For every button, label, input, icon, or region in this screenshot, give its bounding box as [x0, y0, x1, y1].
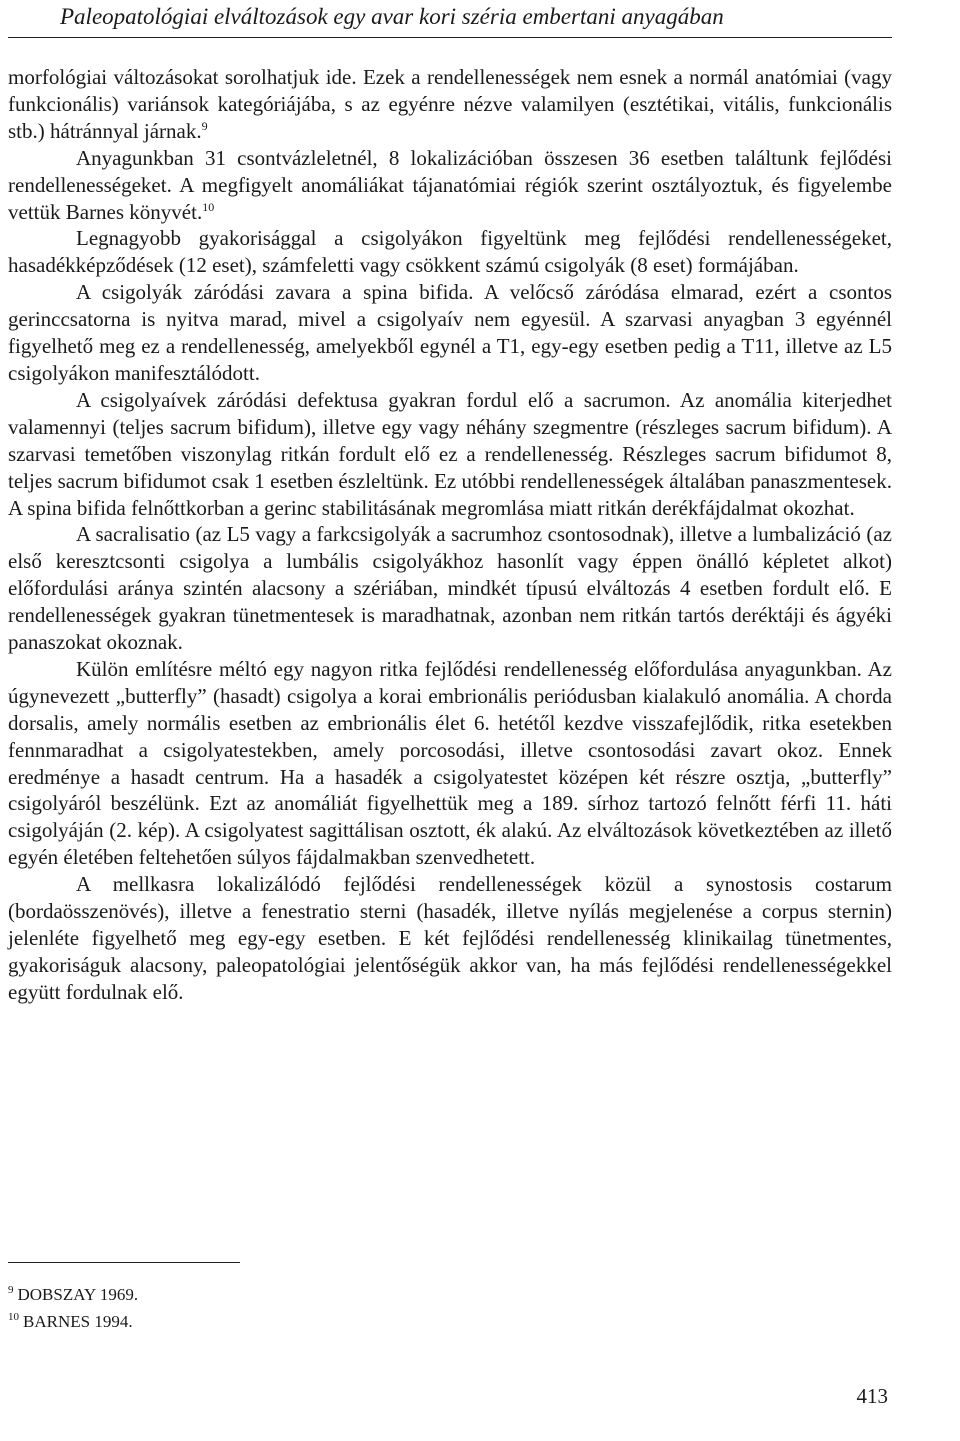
footnote-text: DOBSZAY 1969.: [17, 1285, 139, 1304]
paragraph: [8, 387, 892, 522]
paragraph-text: A csigolyaívek záródási defektusa gyakran fordul elő a sacrumon. Az anomália kiterjedhet valamennyi (teljes sacrum bifidum), illetve egy vagy néhány szegmentre (részleges sacrum bifidum). A szarvasi temetőben viszonylag ritkán fordult elő ez a rendellenesség. Részleges sacrum bifidumot 8, teljes sacrum bifidumot csak 1 esetben észleltünk. Ez utóbbi rendellenességek általában panaszmentesek. A spina bifida felnőttkorban a gerinc stabilitásának megromlása miatt ritkán derékfájdalmat okozhat.: [8, 387, 892, 520]
footnote-separator: [8, 1262, 240, 1263]
header-rule: [8, 37, 892, 38]
paragraph: [8, 64, 892, 145]
footnote-text: BARNES 1994.: [23, 1312, 133, 1331]
footnote-9: [8, 1281, 608, 1308]
footnote-reference: 9: [201, 118, 208, 133]
paragraph-text: A sacralisatio (az L5 vagy a farkcsigolyák a sacrumhoz csontosodnak), illetve a lumbalizáció (az első keresztcsonti csigolya a lumbális csigolyákhoz hasonlít vagy éppen önálló képletet alkot) előfordulási aránya szintén alacsony a szériában, mindkét típusú elváltozás 4 esetben fordult elő. E rendellenességek gyakran tünetmentesek is maradhatnak, azonban nem ritkán tartós deréktáji és ágyéki panaszokat okoznak.: [8, 522, 892, 655]
paragraph-text: A mellkasra lokalizálódó fejlődési rendellenességek közül a synostosis costarum (bordaösszenövés), illetve a fenestratio sterni (hasadék, illetve nyílás megjelenése a corpus sternin) jelenléte figyelhető meg egy-egy esetben. E két fejlődési rendellenesség klinikailag tünetmentes, gyakoriságuk alacsony, paleopatológiai jelentőségük akkor van, ha más fejlődési rendellenességekkel együtt fordulnak elő.: [8, 872, 892, 1004]
footnote-10: [8, 1308, 608, 1335]
paragraph: [8, 279, 892, 387]
paragraph-text: A csigolyák záródási zavara a spina bifida. A velőcső záródása elmarad, ezért a csontos gerinccsatorna is nyitva marad, mivel a csigolyaív nem egyesül. A szarvasi anyagban 3 egyénnél figyelhető meg ez a rendellenesség, amelyekből egynél a T1, egy-egy esetben pedig a T11, illetve az L5 csigolyákon manifesztálódott.: [8, 280, 892, 385]
footnote-reference: 10: [202, 199, 215, 214]
footnote-marker: 9: [8, 1284, 14, 1296]
paragraph-text: Legnagyobb gyakorisággal a csigolyákon figyeltünk meg fejlődési rendellenességeket, hasadékképződések (12 eset), számfeletti vagy csökkent számú csigolyák (8 eset) formájában.: [8, 226, 892, 278]
paragraph: [8, 871, 892, 1006]
running-head: Paleopatológiai elváltozások egy avar kori széria embertani anyagában: [60, 4, 724, 29]
paragraph: [8, 656, 892, 871]
paragraph: [8, 521, 892, 656]
paragraph-text: Anyagunkban 31 csontvázleletnél, 8 lokalizációban összesen 36 esetben találtunk fejlődési rendellenességeket. A megfigyelt anomáliákat tájanatómiai régiók szerint osztályoztuk, és figyelembe vettük Barnes könyvét.: [8, 145, 892, 224]
page-number: 413: [856, 1384, 888, 1408]
paragraph: [8, 225, 892, 279]
paragraph: [8, 145, 892, 226]
footnotes: [8, 1281, 608, 1335]
footnote-marker: 10: [8, 1311, 19, 1323]
paragraph-text: morfológiai változásokat sorolhatjuk ide. Ezek a rendellenességek nem esnek a normál anatómiai (vagy funkcionális) variánsok kategóriájába, s az egyénre nézve valamilyen (esztétikai, vitális, funkcionális stb.) hátránnyal járnak.: [8, 65, 892, 143]
body-text: [8, 64, 892, 1006]
paragraph-text: Külön említésre méltó egy nagyon ritka fejlődési rendellenesség előfordulása anyagunkban. Az úgynevezett „butterfly” (hasadt) csigolya a korai embrionális periódusban kialakuló anomália. A chorda dorsalis, amely normális esetben az embrionális élet 6. hetétől kezdve visszafejlődik, ritka esetekben fennmaradhat a csigolyatestekben, amely porcosodási, illetve csontosodási zavart okoz. Ennek eredménye a hasadt centrum. Ha a hasadék a csigolyatestet középen két részre osztja, „butterfly” csigolyáról beszélünk. Ezt az anomáliát figyelhettük meg a 189. sírhoz tartozó felnőtt férfi 11. háti csigolyáján (2. kép). A csigolyatest sagittálisan osztott, ék alakú. Az elváltozások következtében az illető egyén életében feltehetően súlyos fájdalmakban szenvedhetett.: [8, 656, 892, 870]
